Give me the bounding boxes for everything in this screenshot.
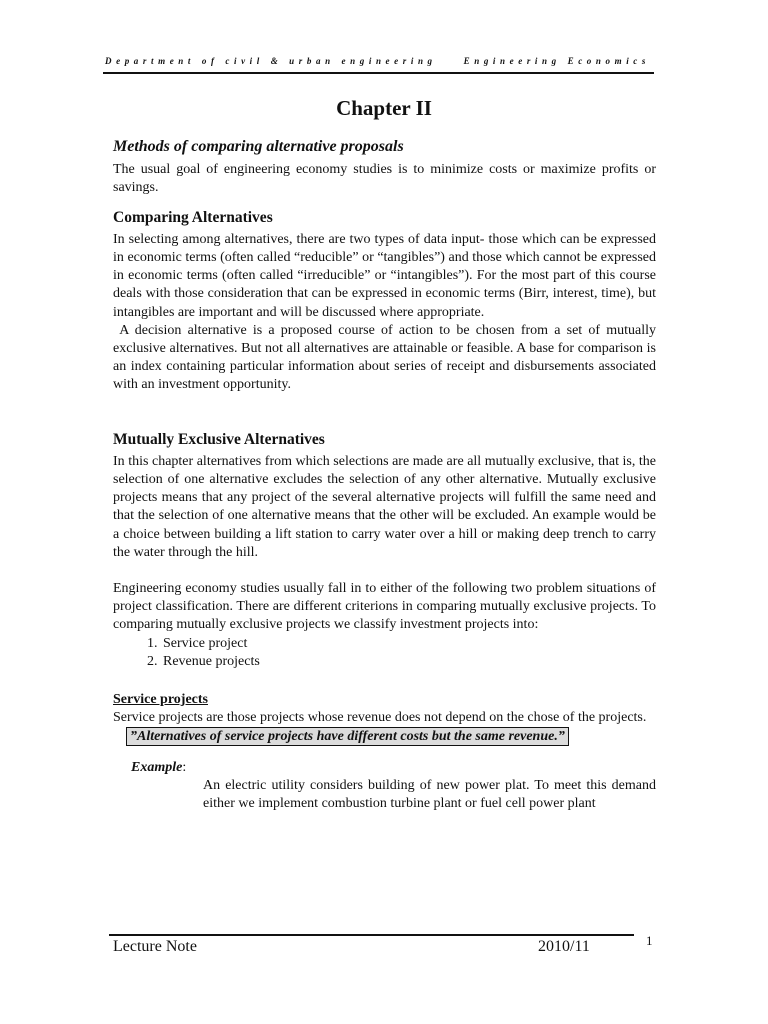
section-body-methods: The usual goal of engineering economy studies is to minimize costs or maximize profits or savings.	[113, 162, 656, 196]
example-label-text: Example	[131, 759, 183, 775]
highlight-box: ”Alternatives of service projects have different costs but the same revenue.”	[126, 727, 569, 746]
footer-rule	[109, 934, 634, 936]
page-number: 1	[646, 933, 653, 948]
list-item: 1. Service project	[161, 635, 656, 653]
paragraph-comparing-1: In selecting among alternatives, there are two types of data input- those which can be expressed in economic terms (often called “reducible” or “tangibles”) and those which cannot be expressed in economic terms (often called “irreducible” or “intangibles”). For the most part of this course deals with those consideration that can be expressed in economic terms (Birr, interest, time), but intangibles are important and will be discussed where appropriate.	[113, 231, 656, 320]
paragraph-comparing-2: A decision alternative is a proposed course of action to be chosen from a set of mutually exclusive alternatives. But not all alternatives are attainable or feasible. A base for comparison is an index containing particular information about series of receipt and disbursements associated with an investment opportunity.	[113, 322, 660, 393]
example-label	[131, 759, 656, 777]
footer-left: Lecture Note	[113, 938, 197, 955]
list-item: 2. Revenue projects	[161, 653, 656, 671]
header-course: Engineering Economics	[463, 56, 650, 66]
paragraph-service-projects: Service projects are those projects whose revenue does not depend on the chose of the projects.	[113, 710, 647, 726]
section-title-service-projects: Service projects	[113, 692, 208, 708]
section-title-mutually-exclusive: Mutually Exclusive Alternatives	[113, 430, 325, 448]
section-title-comparing: Comparing Alternatives	[113, 208, 273, 226]
page-content	[113, 138, 660, 813]
header-department: Department of civil & urban engineering	[105, 56, 437, 66]
paragraph-mutually-exclusive-2: Engineering economy studies usually fall in to either of the following two problem situations of project classification. There are different criterions in comparing mutually exclusive projects. To comparing mutually exclusive projects we classify investment projects into:	[113, 581, 656, 633]
footer-right: 2010/11	[538, 938, 590, 955]
paragraph-mutually-exclusive-1: In this chapter alternatives from which selections are made are all mutually exclusive, that is, the selection of one alternative excludes the selection of any other alternative. Mutually exclusive projects means that any project of the several alternative projects will fulfill the same need and that the selection of one alternative means that the other will be excluded. An example would be a choice between building a lift station to carry water over a hill or making deep trench to carry the water through the hill.	[113, 453, 656, 560]
example-text: An electric utility considers building of new power plat. To meet this demand either we implement combustion turbine plant or fuel cell power plant	[203, 777, 656, 812]
example-colon: :	[182, 759, 187, 775]
header-rule	[103, 72, 654, 74]
chapter-title: Chapter II	[336, 96, 432, 120]
section-title-methods: Methods of comparing alternative proposals	[113, 138, 404, 155]
running-header	[105, 56, 650, 70]
project-type-list	[113, 635, 656, 671]
